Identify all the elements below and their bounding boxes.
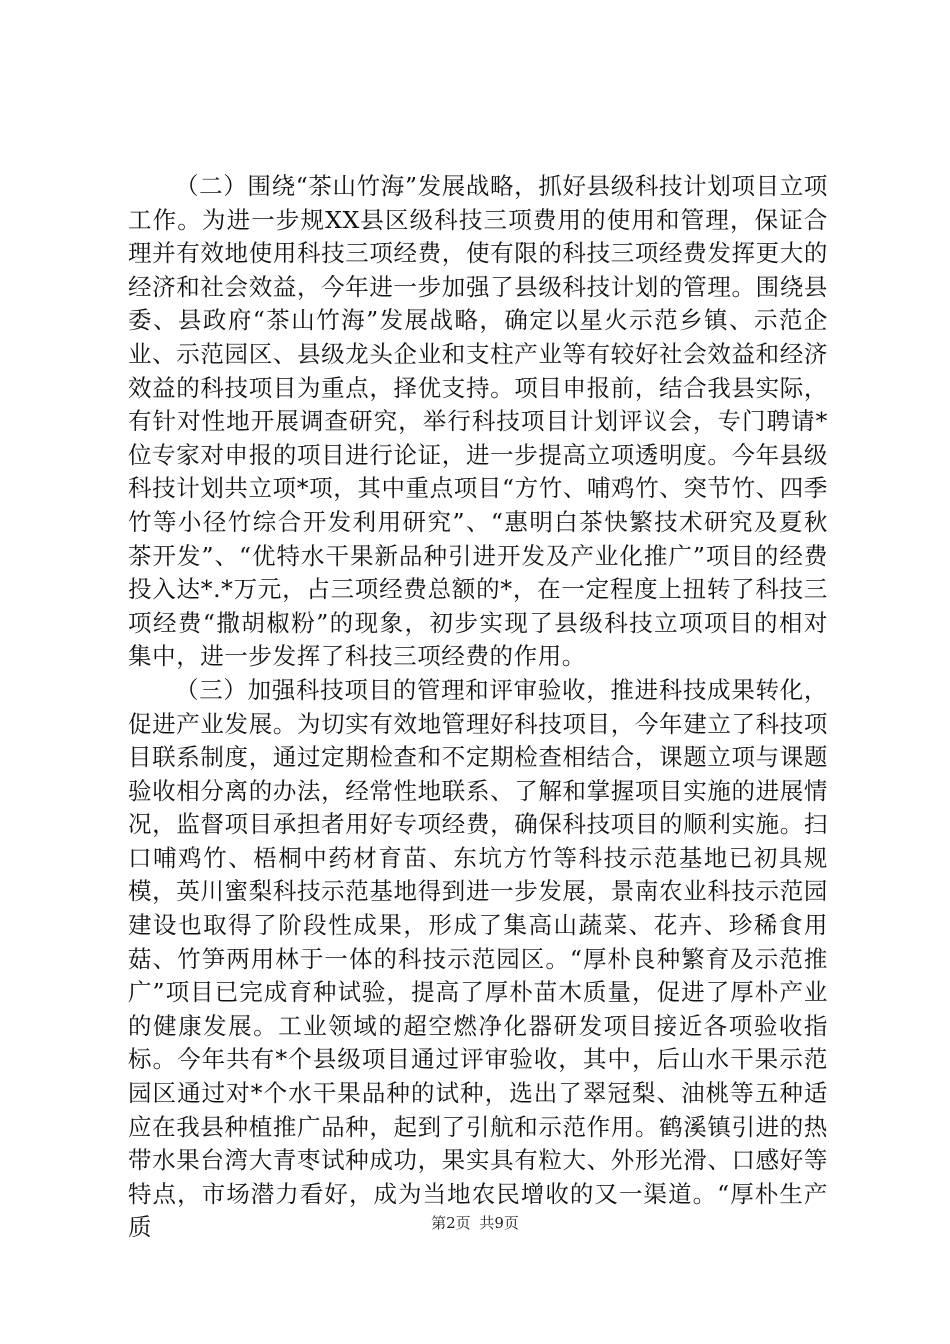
paragraph-section-3: （三）加强科技项目的管理和评审验收，推进科技成果转化，促进产业发展。为切实有效地管理好科技项目，今年建立了科技项目联系制度，通过定期检查和不定期检查相结合，课题立项与课题验收相分离的办法，经常性地联系、了解和掌握项目实施的进展情况，监督项目承担者用好专项经费，确保科技项目的顺利实施。扫口哺鸡竹、梧桐中药材育苗、东坑方竹等科技示范基地已初具规模，英川蜜梨科技示范基地得到进一步发展，景南农业科技示范园建设也取得了阶段性成果，形成了集高山蔬菜、花卉、珍稀食用菇、竹笋两用林于一体的科技示范园区。“厚朴良种繁育及示范推广”项目已完成育种试验，提高了厚朴苗木质量，促进了厚朴产业的健康发展。工业领域的超空燃净化器研发项目接近各项验收指标。今年共有*个县级项目通过评审验收，其中，后山水干果示范园区通过对*个水干果品种的试种，选出了翠冠梨、油桃等五种适应在我县种植推广品种，起到了引航和示范作用。鹤溪镇引进的热带水果台湾大青枣试种成功，果实具有粒大、外形光滑、口感好等特点，市场潜力看好，成为当地农民增收的又一渠道。“厚朴生产质 bbox=[128, 675, 828, 1242]
document-body bbox=[128, 170, 828, 1245]
paragraph-section-2: （二）围绕“茶山竹海”发展战略，抓好县级科技计划项目立项工作。为进一步规XX县区级科技三项费用的使用和管理，保证合理并有效地使用科技三项经费，使有限的科技三项经费发挥更大的经济和社会效益，今年进一步加强了县级科技计划的管理。围绕县委、县政府“茶山竹海”发展战略，确定以星火示范乡镇、示范企业、示范园区、县级龙头企业和支柱产业等有较好社会效益和经济效益的科技项目为重点，择优支持。项目申报前，结合我县实际，有针对性地开展调查研究，举行科技项目计划评议会，专门聘请*位专家对申报的项目进行论证，进一步提高立项透明度。今年县级科技计划共立项*项，其中重点项目“方竹、哺鸡竹、突节竹、四季竹等小径竹综合开发利用研究”、“惠明白茶快繁技术研究及夏秋茶开发”、“优特水干果新品种引进开发及产业化推广”项目的经费投入达*.*万元，占三项经费总额的*，在一定程度上扭转了科技三项经费“撒胡椒粉”的现象，初步实现了县级科技立项项目的相对集中，进一步发挥了科技三项经费的作用。 bbox=[128, 172, 828, 671]
page-number: 第2页 bbox=[431, 1214, 471, 1232]
page-total: 共9页 bbox=[479, 1214, 519, 1232]
page-footer bbox=[0, 1212, 950, 1233]
